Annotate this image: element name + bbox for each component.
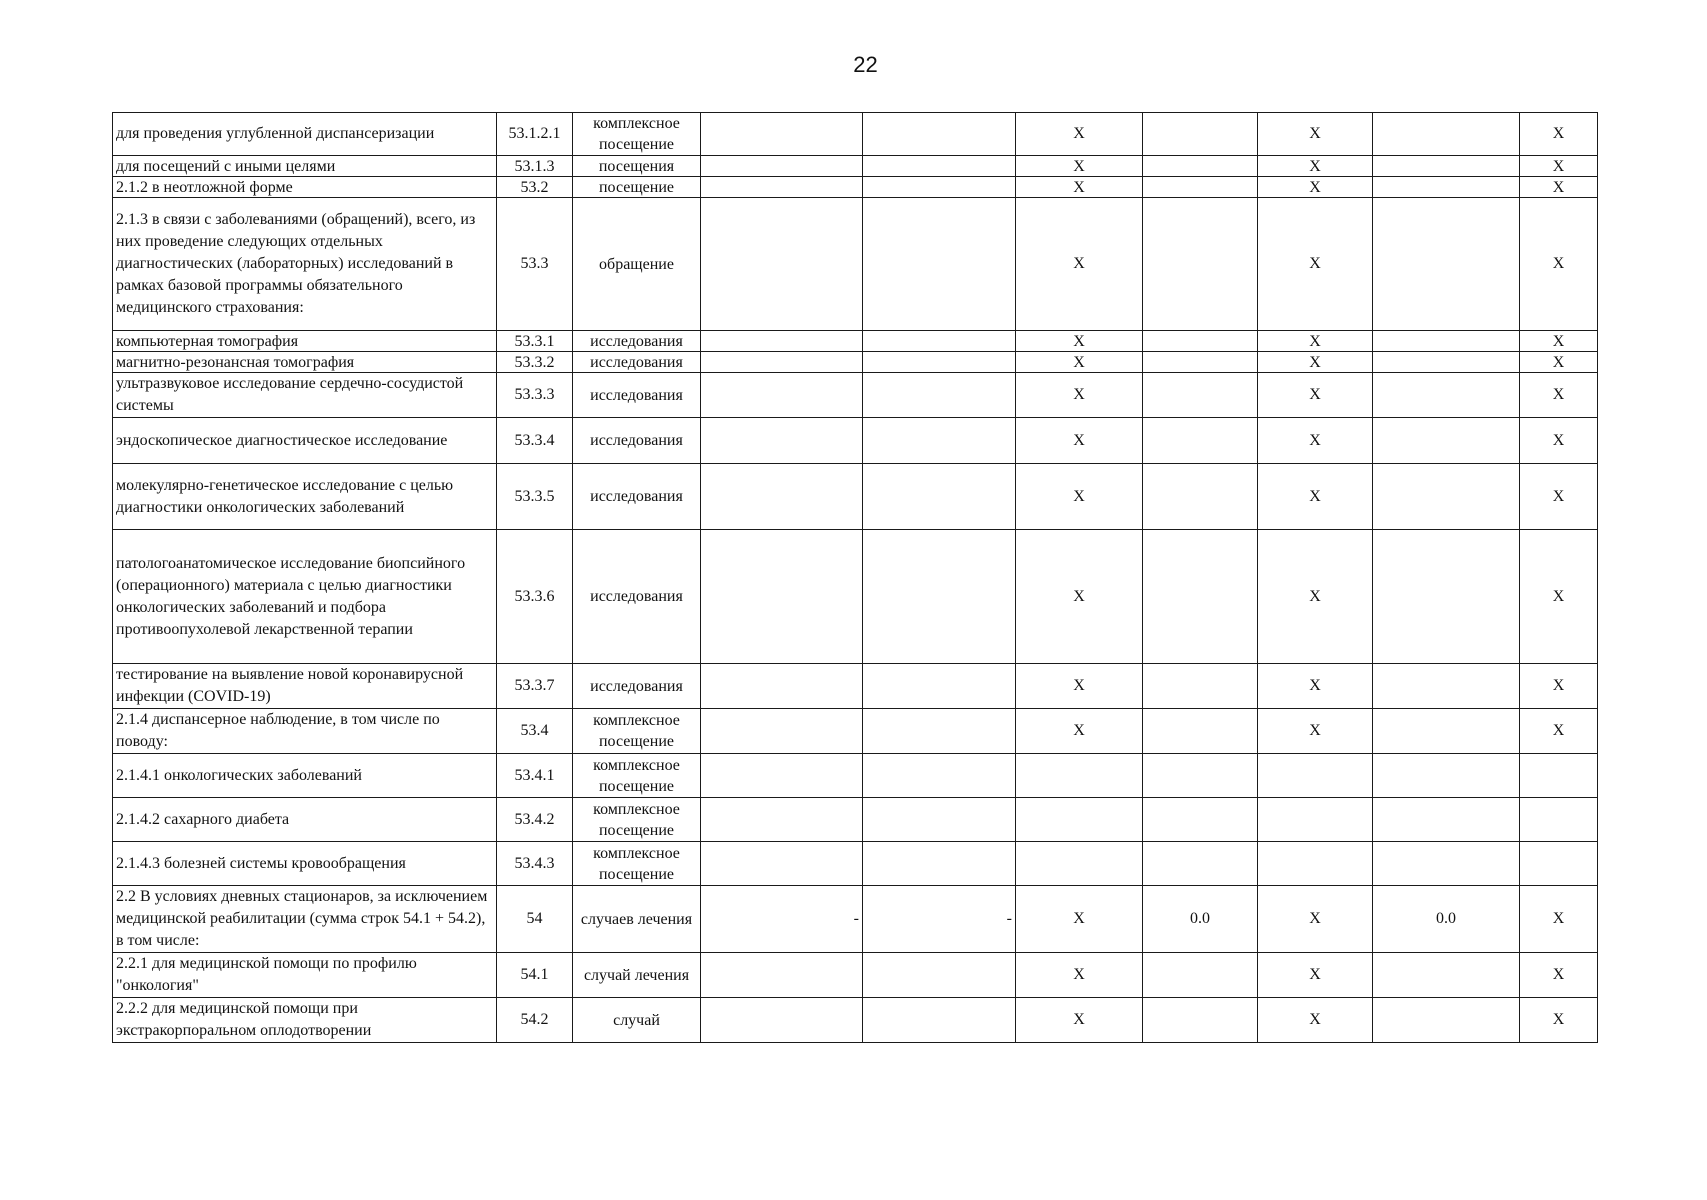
cell-col1: [701, 177, 863, 198]
cell-col1: [701, 156, 863, 177]
cell-col5: X: [1258, 530, 1373, 664]
cell-col1: [701, 754, 863, 798]
row-name: для посещений с иными целями: [113, 156, 497, 177]
cell-col2: -: [863, 886, 1016, 953]
cell-col2: [863, 177, 1016, 198]
cell-col4: [1143, 352, 1258, 373]
cell-col5: X: [1258, 998, 1373, 1043]
cell-col6: [1373, 464, 1520, 530]
cell-col4: [1143, 373, 1258, 418]
cell-col2: [863, 418, 1016, 464]
cell-col7: X: [1520, 352, 1598, 373]
cell-col1: [701, 953, 863, 998]
cell-col3: X: [1016, 198, 1143, 331]
cell-col4: [1143, 998, 1258, 1043]
row-name: 2.2.1 для медицинской помощи по профилю "онкология": [113, 953, 497, 998]
cell-col1: [701, 418, 863, 464]
cell-col6: 0.0: [1373, 886, 1520, 953]
cell-col3: X: [1016, 464, 1143, 530]
cell-col7: [1520, 798, 1598, 842]
row-name: 2.2.2 для медицинской помощи при экстракорпоральном оплодотворении: [113, 998, 497, 1043]
row-unit: комплексное посещение: [573, 754, 701, 798]
table-row: [113, 664, 1598, 709]
row-name: 2.1.4.3 болезней системы кровообращения: [113, 842, 497, 886]
table-row: [113, 754, 1598, 798]
cell-col3: X: [1016, 530, 1143, 664]
cell-col4: [1143, 418, 1258, 464]
cell-col6: [1373, 198, 1520, 331]
table-row: [113, 352, 1598, 373]
row-name: для проведения углубленной диспансеризации: [113, 113, 497, 156]
row-code: 53.3: [497, 198, 573, 331]
cell-col1: [701, 530, 863, 664]
cell-col5: X: [1258, 177, 1373, 198]
row-code: 54.1: [497, 953, 573, 998]
cell-col4: [1143, 464, 1258, 530]
cell-col2: [863, 842, 1016, 886]
table-row: [113, 418, 1598, 464]
cell-col7: X: [1520, 530, 1598, 664]
cell-col3: X: [1016, 156, 1143, 177]
cell-col6: [1373, 709, 1520, 754]
cell-col5: [1258, 842, 1373, 886]
cell-col2: [863, 953, 1016, 998]
row-name: 2.1.4 диспансерное наблюдение, в том числе по поводу:: [113, 709, 497, 754]
cell-col5: X: [1258, 113, 1373, 156]
cell-col7: X: [1520, 998, 1598, 1043]
row-code: 53.2: [497, 177, 573, 198]
row-name: молекулярно-генетическое исследование с целью диагностики онкологических заболеваний: [113, 464, 497, 530]
cell-col3: X: [1016, 418, 1143, 464]
row-unit: комплексное посещение: [573, 709, 701, 754]
cell-col6: [1373, 754, 1520, 798]
row-code: 53.3.7: [497, 664, 573, 709]
cell-col7: X: [1520, 953, 1598, 998]
row-code: 53.1.3: [497, 156, 573, 177]
cell-col5: X: [1258, 198, 1373, 331]
cell-col5: X: [1258, 418, 1373, 464]
row-code: 54.2: [497, 998, 573, 1043]
cell-col3: X: [1016, 886, 1143, 953]
cell-col2: [863, 664, 1016, 709]
cell-col7: X: [1520, 331, 1598, 352]
row-code: 53.3.4: [497, 418, 573, 464]
cell-col5: X: [1258, 886, 1373, 953]
cell-col1: [701, 352, 863, 373]
table-row: [113, 998, 1598, 1043]
table-row: [113, 886, 1598, 953]
table-row: [113, 464, 1598, 530]
row-unit: случай: [573, 998, 701, 1043]
cell-col3: [1016, 754, 1143, 798]
table-row: [113, 709, 1598, 754]
cell-col5: X: [1258, 352, 1373, 373]
row-code: 53.3.5: [497, 464, 573, 530]
cell-col2: [863, 331, 1016, 352]
row-name: магнитно-резонансная томография: [113, 352, 497, 373]
row-code: 53.3.2: [497, 352, 573, 373]
cell-col2: [863, 709, 1016, 754]
cell-col4: 0.0: [1143, 886, 1258, 953]
table-row: [113, 798, 1598, 842]
row-unit: исследования: [573, 530, 701, 664]
table-row: [113, 198, 1598, 331]
table-row: [113, 156, 1598, 177]
cell-col3: [1016, 798, 1143, 842]
row-name: тестирование на выявление новой коронавирусной инфекции (COVID-19): [113, 664, 497, 709]
cell-col5: X: [1258, 664, 1373, 709]
row-name: компьютерная томография: [113, 331, 497, 352]
page-number: 22: [853, 52, 878, 77]
cell-col7: X: [1520, 418, 1598, 464]
cell-col6: [1373, 331, 1520, 352]
cell-col2: [863, 530, 1016, 664]
cell-col6: [1373, 842, 1520, 886]
cell-col7: X: [1520, 156, 1598, 177]
cell-col5: X: [1258, 331, 1373, 352]
cell-col1: -: [701, 886, 863, 953]
row-unit: исследования: [573, 464, 701, 530]
cell-col7: X: [1520, 198, 1598, 331]
cell-col1: [701, 998, 863, 1043]
cell-col2: [863, 113, 1016, 156]
cell-col1: [701, 198, 863, 331]
cell-col7: X: [1520, 709, 1598, 754]
cell-col7: X: [1520, 464, 1598, 530]
row-unit: исследования: [573, 373, 701, 418]
cell-col1: [701, 464, 863, 530]
row-unit: комплексное посещение: [573, 798, 701, 842]
cell-col5: X: [1258, 464, 1373, 530]
row-code: 53.3.6: [497, 530, 573, 664]
cell-col4: [1143, 156, 1258, 177]
row-unit: посещение: [573, 177, 701, 198]
cell-col2: [863, 464, 1016, 530]
cell-col5: [1258, 798, 1373, 842]
cell-col4: [1143, 798, 1258, 842]
cell-col3: X: [1016, 998, 1143, 1043]
cell-col3: X: [1016, 664, 1143, 709]
row-unit: исследования: [573, 664, 701, 709]
cell-col1: [701, 709, 863, 754]
cell-col7: X: [1520, 886, 1598, 953]
table-row: [113, 331, 1598, 352]
row-name: 2.1.4.2 сахарного диабета: [113, 798, 497, 842]
cell-col1: [701, 842, 863, 886]
row-code: 53.3.1: [497, 331, 573, 352]
cell-col7: X: [1520, 373, 1598, 418]
row-code: 53.4: [497, 709, 573, 754]
cell-col6: [1373, 418, 1520, 464]
row-unit: обращение: [573, 198, 701, 331]
table-row: [113, 530, 1598, 664]
cell-col3: [1016, 842, 1143, 886]
cell-col4: [1143, 953, 1258, 998]
row-unit: комплексное посещение: [573, 113, 701, 156]
row-name: патологоанатомическое исследование биопсийного (операционного) материала с целью диагностики онкологических заболеваний и подбора противоопухолевой лекарственной терапии: [113, 530, 497, 664]
cell-col4: [1143, 842, 1258, 886]
row-unit: случаев лечения: [573, 886, 701, 953]
cell-col2: [863, 352, 1016, 373]
cell-col4: [1143, 530, 1258, 664]
services-table: [112, 112, 1598, 1043]
table-row: [113, 953, 1598, 998]
cell-col5: X: [1258, 953, 1373, 998]
row-code: 53.4.1: [497, 754, 573, 798]
table-row: [113, 113, 1598, 156]
cell-col6: [1373, 156, 1520, 177]
cell-col4: [1143, 709, 1258, 754]
row-code: 53.3.3: [497, 373, 573, 418]
cell-col2: [863, 998, 1016, 1043]
table-row: [113, 842, 1598, 886]
row-code: 53.1.2.1: [497, 113, 573, 156]
cell-col2: [863, 754, 1016, 798]
row-name: 2.1.4.1 онкологических заболеваний: [113, 754, 497, 798]
cell-col6: [1373, 177, 1520, 198]
cell-col4: [1143, 664, 1258, 709]
row-code: 53.4.3: [497, 842, 573, 886]
cell-col6: [1373, 113, 1520, 156]
cell-col6: [1373, 373, 1520, 418]
cell-col6: [1373, 352, 1520, 373]
cell-col3: X: [1016, 953, 1143, 998]
row-name: эндоскопическое диагностическое исследование: [113, 418, 497, 464]
row-name: ультразвуковое исследование сердечно-сосудистой системы: [113, 373, 497, 418]
cell-col4: [1143, 198, 1258, 331]
cell-col6: [1373, 664, 1520, 709]
cell-col7: X: [1520, 664, 1598, 709]
cell-col4: [1143, 331, 1258, 352]
cell-col5: X: [1258, 156, 1373, 177]
row-name: 2.2 В условиях дневных стационаров, за исключением медицинской реабилитации (сумма строк 54.1 + 54.2), в том числе:: [113, 886, 497, 953]
cell-col1: [701, 331, 863, 352]
cell-col6: [1373, 998, 1520, 1043]
cell-col7: X: [1520, 113, 1598, 156]
row-unit: случай лечения: [573, 953, 701, 998]
row-name: 2.1.3 в связи с заболеваниями (обращений), всего, из них проведение следующих отдельных диагностических (лабораторных) исследований в рамках базовой программы обязательного медицинского страхования:: [113, 198, 497, 331]
cell-col4: [1143, 754, 1258, 798]
cell-col3: X: [1016, 331, 1143, 352]
cell-col3: X: [1016, 352, 1143, 373]
cell-col2: [863, 156, 1016, 177]
row-code: 53.4.2: [497, 798, 573, 842]
cell-col7: [1520, 754, 1598, 798]
cell-col1: [701, 113, 863, 156]
cell-col5: X: [1258, 373, 1373, 418]
cell-col5: X: [1258, 709, 1373, 754]
cell-col1: [701, 664, 863, 709]
cell-col6: [1373, 530, 1520, 664]
table-row: [113, 177, 1598, 198]
cell-col6: [1373, 798, 1520, 842]
cell-col5: [1258, 754, 1373, 798]
row-unit: исследования: [573, 331, 701, 352]
cell-col3: X: [1016, 113, 1143, 156]
cell-col7: [1520, 842, 1598, 886]
cell-col2: [863, 198, 1016, 331]
cell-col7: X: [1520, 177, 1598, 198]
row-name: 2.1.2 в неотложной форме: [113, 177, 497, 198]
row-code: 54: [497, 886, 573, 953]
cell-col6: [1373, 953, 1520, 998]
cell-col4: [1143, 113, 1258, 156]
row-unit: комплексное посещение: [573, 842, 701, 886]
row-unit: исследования: [573, 418, 701, 464]
cell-col3: X: [1016, 709, 1143, 754]
row-unit: посещения: [573, 156, 701, 177]
cell-col4: [1143, 177, 1258, 198]
cell-col1: [701, 798, 863, 842]
cell-col3: X: [1016, 373, 1143, 418]
cell-col1: [701, 373, 863, 418]
table-row: [113, 373, 1598, 418]
cell-col3: X: [1016, 177, 1143, 198]
row-unit: исследования: [573, 352, 701, 373]
cell-col2: [863, 373, 1016, 418]
cell-col2: [863, 798, 1016, 842]
